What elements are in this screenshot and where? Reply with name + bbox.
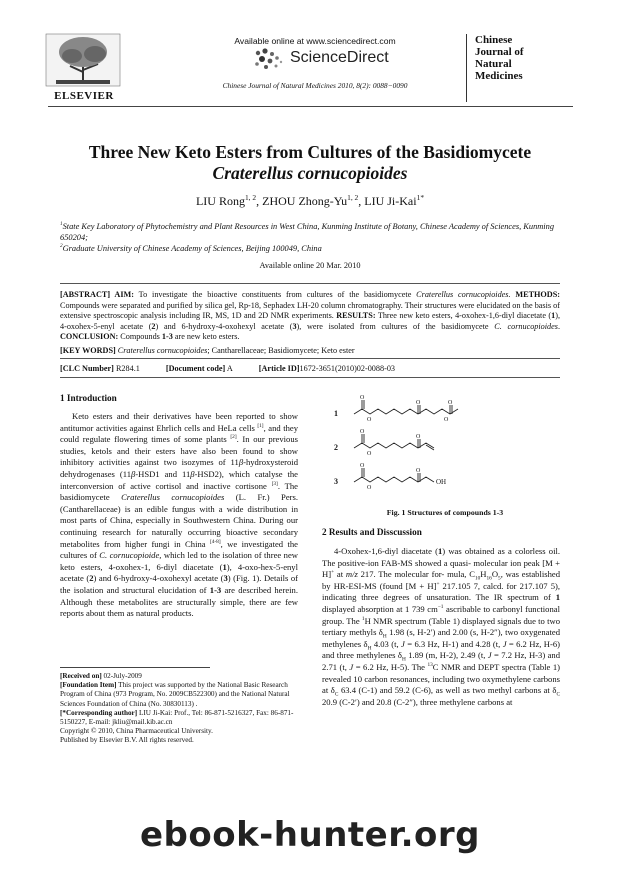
- sciencedirect-dots-logo: [250, 46, 290, 72]
- results-paragraph: 4-Oxohex-1,6-diyl diacetate (1) was obtained as a colorless oil. The positive-ion FAB-MS showed a quasi- molecular ion peak [M + H]+ at m/z 217. The molecular for- mula, $C_{10}H_{16}O_5$, was established by HR-ESI-MS (found [M + H]+ 217.105 7, calcd. for 217.107 5), indicating three degrees of unsaturation. The IR spectrum of 1 displayed absorption at 1 739 $cm^{-1}$ ascribable to carbonyl functional group. The $^1$H NMR spectrum (Table 1) displayed signals due to two tertiary methyls $\delta_H$ 1.98 (s, H-2′) and 2.00 (s, H-2″), two oxygenated methylenes $\delta_H$ 4.03 (t, J = 6.3 Hz, H-1) and 4.28 (t, J = 6.2 Hz, H-6) and three methylenes $\delta_H$ 1.89 (m, H-2), 2.49 (t, J = 7.2 Hz, H-3) and 2.71 (t, J = 6.2 Hz, H-5). The $^{13}$C NMR and DEPT spectra (Table 1) revealed 10 carbon resonances, including two oxymethylene carbons at $\delta_C$ 63.4 (C-1) and 59.2 (C-6), as well as two methyl carbons at $\delta_C$ 20.9 (C-2′) and 20.8 (C-2″), three methylene carbons at: [322, 546, 561, 707]
- compound-label-2: 2: [334, 443, 338, 452]
- affiliation-2: $^2$Graduate University of Chinese Academy of Sciences, Beijing 100049, China: [60, 243, 322, 253]
- figure-caption: Fig. 1 Structures of compounds 1-3: [386, 508, 504, 517]
- svg-text:O: O: [367, 451, 372, 457]
- article-title-species: Craterellus cornucopioides: [212, 163, 408, 183]
- document-code: [Document code] A: [165, 364, 233, 373]
- classification-row: [60, 364, 560, 373]
- journal-name-line: Natural: [475, 58, 512, 70]
- journal-citation: Chinese Journal of Natural Medicines 2010, 8(2): 0088−0090: [222, 81, 408, 90]
- svg-text:O: O: [367, 417, 372, 423]
- abstract-bottom-rule: [60, 358, 560, 359]
- journal-title-box: [466, 34, 576, 102]
- svg-text:O: O: [360, 463, 365, 469]
- abstract: [ABSTRACT] AIM: To investigate the bioactive constituents from cultures of the basidiomycete Craterellus cornucopioides. METHODS: Compounds were separated and purified by silica gel, Rp-18, Sephadex LH-20 column chromatography. Their structures were elucidated on the basis of extensive spectroscopic analysis including IR, MS, 1D and 2D NMR experiments. RESULTS: Three new keto esters, 4-oxohex-1,6-diyl diacetate (1), 4-oxohex-5-enyl acetate (2) and 6-hydroxy-4-oxohexyl acetate (3), were isolated from cultures of the basidiomycete C. cornucopioides. CONCLUSION: Compounds 1-3 are new keto esters.: [60, 290, 561, 341]
- svg-text:O: O: [416, 400, 421, 406]
- article-id: [Article ID]1672-3651(2010)02-0088-03: [258, 364, 396, 373]
- journal-name-line: Medicines: [475, 70, 523, 82]
- svg-text:O: O: [448, 400, 453, 406]
- svg-text:O: O: [444, 417, 449, 423]
- footnote-rule: [60, 667, 210, 668]
- author-list: LIU Rong$^{1, 2}$, ZHOU Zhong-Yu$^{1, 2}$, LIU Ji-Kai$^{1*}$: [195, 193, 425, 208]
- clc-number: [CLC Number] R284.1: [60, 364, 140, 373]
- hydroxyl-label: OH: [436, 478, 447, 486]
- svg-text:O: O: [360, 429, 365, 435]
- available-online-banner: Available online at www.sciencedirect.com: [234, 36, 396, 46]
- watermark-text: ebook-hunter.org: [139, 815, 481, 855]
- svg-text:O: O: [416, 468, 421, 474]
- header-divider: [48, 106, 573, 107]
- compound-label-1: 1: [334, 409, 338, 418]
- journal-name-line: Journal of: [475, 46, 524, 58]
- affiliation-1: $^1$State Key Laboratory of Phytochemistry and Plant Resources in West China, Kunming Institute of Botany, Chinese Academy of Sciences, Kunming 650204;: [60, 221, 555, 242]
- classification-rule: [60, 377, 560, 378]
- results-heading: 2 Results and Disscussion: [322, 527, 422, 537]
- online-date: Available online 20 Mar. 2010: [259, 261, 361, 270]
- abstract-top-rule: [60, 283, 560, 284]
- svg-text:O: O: [416, 434, 421, 440]
- svg-text:O: O: [360, 395, 365, 401]
- keywords: [KEY WORDS] Craterellus cornucopioides; Cantharellaceae; Basidiomycete; Keto ester: [60, 346, 355, 355]
- svg-text:O: O: [367, 485, 372, 491]
- introduction-heading: 1 Introduction: [60, 393, 117, 403]
- elsevier-wordmark: ELSEVIER: [54, 90, 114, 102]
- compound-structures-figure: [330, 390, 560, 502]
- compound-label-3: 3: [334, 477, 338, 486]
- footnotes: [Received on] 02-July-2009 [Foundation Item] This project was supported by the National Basic Research Program of China (973 Program, No. 2009CB522300) and the National Natural Sciences Foundation of China (No. 30830113) . [*Corresponding author] LIU Ji-Kai: Prof., Tel: 86-871-5216327, Fax: 86-871-5150227, E-mail: jkliu@mail.kib.ac.cn Copyright © 2010, China Pharmaceutical University. Published by Elsevier B.V. All rights reserved.: [60, 672, 294, 745]
- journal-name-line: Chinese: [475, 34, 513, 46]
- introduction-paragraph: Keto esters and their derivatives have been reported to show antitumor activities against Ehrlich cells and HeLa cells [1], and they could regulate flowering times of some plants [2]. In our previous studies, ketols and their esters have also been found to show inhibitory activities against two isozymes of 11β-hydroxysteroid dehydrogenases (11β-HSD1 and 11β-HSD2), which catalyse the interconversion of active cortisol and inactive cortisone [3]. The basidiomycete Craterellus cornucopioides (L. Fr.) Pers. (Cantharellaceae) is an edible fungus with a wide distribution in most parts of China, especially in Southwestern China. During our continuing research for naturally occurring bioactive secondary metabolites from higher fungi in China [4-8], we investigated the cultures of C. cornucopioide, which led to the isolation of three new keto esters, 4-oxohex-1, 6-diyl diacetate (1), 4-oxo-hex-5-enyl acetate (2) and 6-hydroxy-4-oxohexyl acetate (3) (Fig. 1). Details of the isolation and structural elucidation of 1-3 are described herein. Although these metabolites are structurally simple, there are few reports about them as natural products.: [60, 411, 299, 619]
- sciencedirect-wordmark: ScienceDirect: [290, 49, 389, 66]
- article-title: Three New Keto Esters from Cultures of the Basidiomycete: [88, 142, 532, 162]
